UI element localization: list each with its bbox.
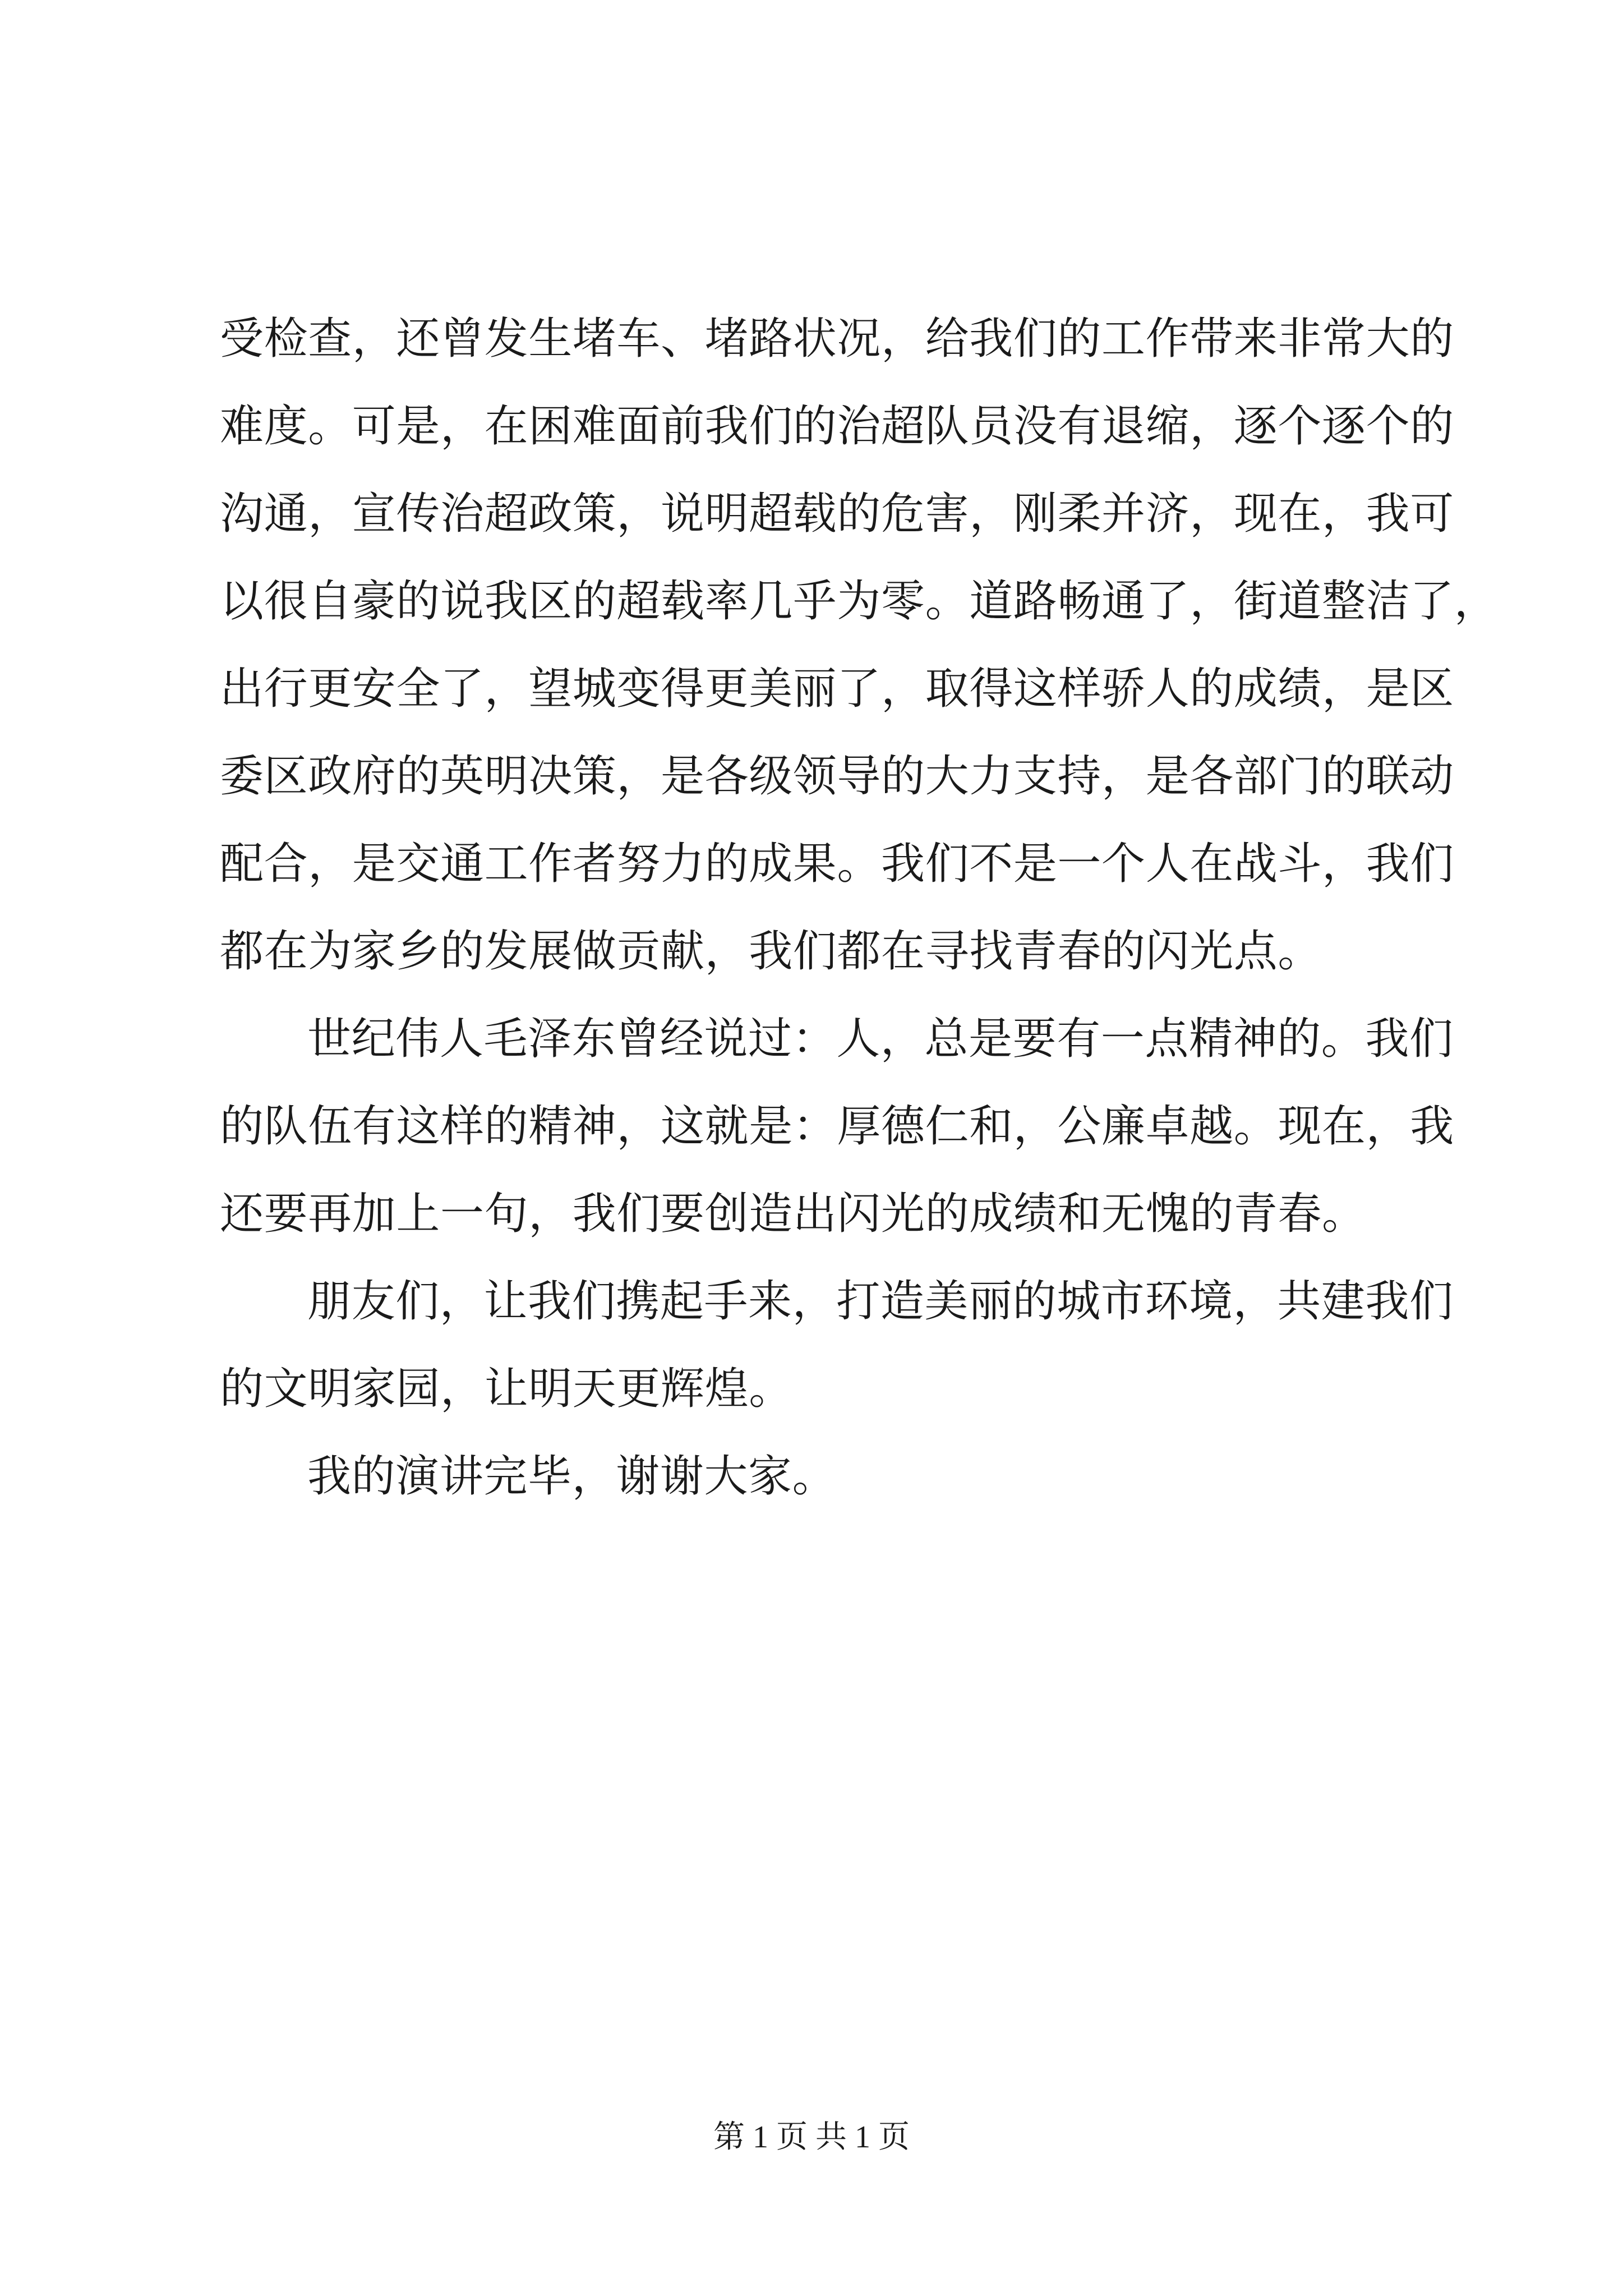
text-line: 的队伍有这样的精神，这就是：厚德仁和，公廉卓越。现在，我: [220, 1101, 1454, 1152]
paragraph: [220, 995, 1454, 1258]
page-footer: 第 1 页 共 1 页: [713, 2120, 910, 2155]
text-line: 我的演讲完毕，谢谢大家。: [307, 1451, 837, 1502]
text-line: 还要再加上一句，我们要创造出闪光的成绩和无愧的青春。: [220, 1189, 1366, 1239]
text-line: 都在为家乡的发展做贡献，我们都在寻找青春的闪光点。: [220, 926, 1322, 977]
text-line: 出行更安全了，望城变得更美丽了，取得这样骄人的成绩，是区: [220, 664, 1454, 714]
text-line: 的文明家园，让明天更辉煌。: [220, 1364, 793, 1414]
text-line: 世纪伟人毛泽东曾经说过：人，总是要有一点精神的。我们: [307, 1014, 1454, 1064]
text-line: 委区政府的英明决策，是各级领导的大力支持，是各部门的联动: [220, 751, 1454, 802]
text-line: 沟通，宣传治超政策，说明超载的危害，刚柔并济，现在，我可: [220, 489, 1454, 539]
paragraph: [220, 295, 1498, 995]
text-line: 以很自豪的说我区的超载率几乎为零。道路畅通了，街道整洁了，: [220, 576, 1498, 627]
text-line: 朋友们，让我们携起手来，打造美丽的城市环境，共建我们: [307, 1276, 1454, 1327]
document-body: [220, 295, 1498, 1520]
paragraph: [220, 1433, 1409, 1520]
text-line: 受检查，还曾发生堵车、堵路状况，给我们的工作带来非常大的: [220, 314, 1454, 364]
text-line: 难度。可是，在困难面前我们的治超队员没有退缩，逐个逐个的: [220, 401, 1454, 452]
paragraph: [220, 1258, 1454, 1433]
text-line: 配合，是交通工作者努力的成果。我们不是一个人在战斗，我们: [220, 839, 1454, 889]
